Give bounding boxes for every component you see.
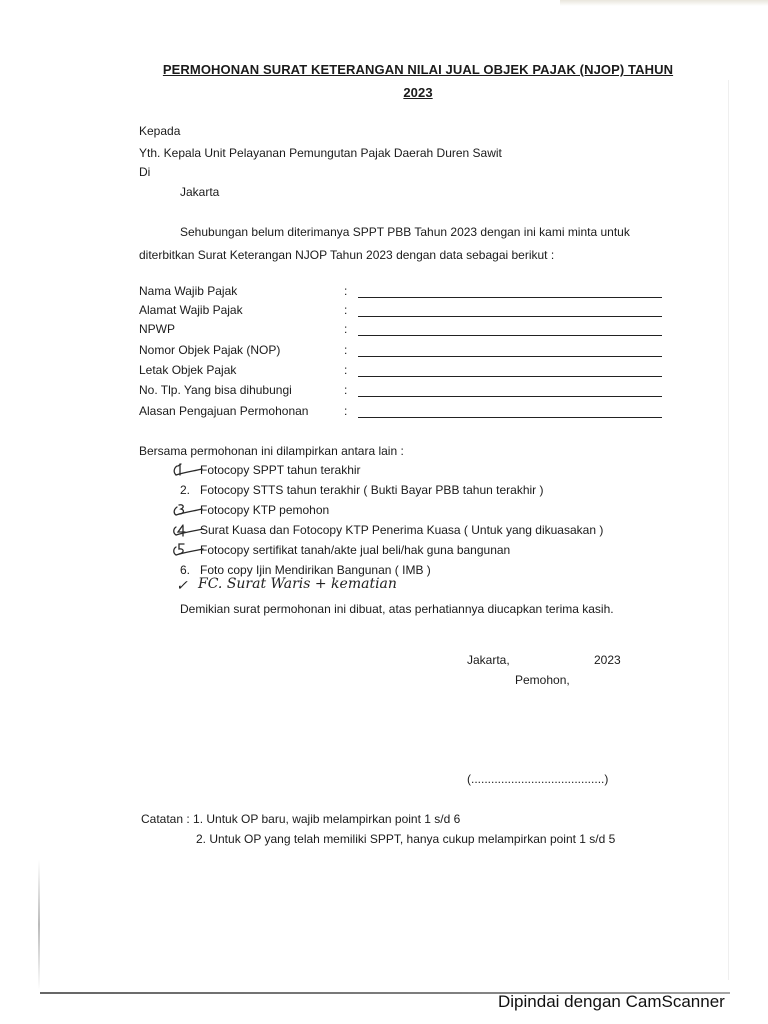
attachment-item-2 [180, 483, 543, 497]
form-colon: : [344, 322, 348, 336]
form-row-npwp [139, 322, 669, 342]
attachments-intro: Bersama permohonan ini dilampirkan antara lain : [139, 444, 404, 458]
form-row-letak [139, 363, 669, 383]
signature-name: (........................................) [467, 772, 609, 786]
intro-line-2: diterbitkan Surat Keterangan NJOP Tahun 2023 dengan data sebagai berikut : [139, 248, 555, 262]
attachment-number: 6. [180, 563, 191, 577]
address-recipient: Yth. Kepala Unit Pelayanan Pemungutan Pajak Daerah Duren Sawit [139, 146, 502, 160]
form-fill-line[interactable] [358, 417, 662, 418]
form-colon: : [344, 363, 348, 377]
camscanner-watermark: Dipindai dengan CamScanner [498, 992, 725, 1011]
address-di: Di [139, 165, 151, 179]
form-label: NPWP [139, 322, 175, 336]
address-kepada: Kepada [139, 124, 181, 138]
title-line-2: 2023 [403, 85, 433, 100]
form-colon: : [344, 343, 348, 357]
scan-shadow [560, 0, 768, 6]
attachment-text: Fotocopy KTP pemohon [200, 503, 330, 517]
form-colon: : [344, 404, 348, 418]
form-row-alasan [139, 404, 669, 424]
intro-line-1: Sehubungan belum diterimanya SPPT PBB Tahun 2023 dengan ini kami minta untuk [180, 225, 630, 239]
attachment-text: Fotocopy sertifikat tanah/akte jual beli/hak guna bangunan [200, 543, 511, 557]
address-city: Jakarta [180, 185, 220, 199]
form-label: Nama Wajib Pajak [139, 284, 238, 298]
form-label: Alasan Pengajuan Permohonan [139, 404, 309, 418]
note-line-1: Catatan : 1. Untuk OP baru, wajib melampirkan point 1 s/d 6 [141, 812, 461, 826]
note-line-2: 2. Untuk OP yang telah memiliki SPPT, hanya cukup melampirkan point 1 s/d 5 [196, 832, 616, 846]
title-line-1: PERMOHONAN SURAT KETERANGAN NILAI JUAL OBJEK PAJAK (NJOP) TAHUN [162, 62, 674, 77]
form-row-nama [139, 284, 669, 304]
scan-edge-left [38, 860, 40, 990]
form-colon: : [344, 383, 348, 397]
attachment-item-6 [180, 563, 431, 577]
attachment-text: Foto copy Ijin Mendirikan Bangunan ( IMB ) [200, 563, 431, 577]
signature-role: Pemohon, [515, 673, 570, 687]
form-colon: : [344, 284, 348, 298]
attachment-text: Surat Kuasa dan Fotocopy KTP Penerima Kuasa ( Untuk yang dikuasakan ) [200, 523, 604, 537]
handwritten-check: ✓ [176, 578, 188, 594]
attachment-number: 2. [180, 483, 191, 497]
attachment-item-5 [180, 543, 510, 557]
form-fill-line[interactable] [358, 376, 662, 377]
attachment-text: Fotocopy STTS tahun terakhir ( Bukti Bayar PBB tahun terakhir ) [200, 483, 544, 497]
form-row-nop [139, 343, 669, 363]
form-row-telepon [139, 383, 669, 403]
signature-year: 2023 [594, 653, 621, 667]
form-label: Letak Objek Pajak [139, 363, 237, 377]
form-fill-line[interactable] [358, 316, 662, 317]
signature-place: Jakarta, [467, 653, 510, 667]
form-label: No. Tlp. Yang bisa dihubungi [139, 383, 292, 397]
attachment-item-4 [180, 523, 603, 537]
form-fill-line[interactable] [358, 297, 662, 298]
attachment-text: Fotocopy SPPT tahun terakhir [200, 463, 361, 477]
form-label: Alamat Wajib Pajak [139, 303, 243, 317]
form-fill-line[interactable] [358, 356, 662, 357]
form-row-alamat [139, 303, 669, 323]
handwritten-note: FC. Surat Waris + kematian [198, 576, 397, 592]
scan-edge-right [728, 80, 729, 980]
closing-sentence: Demikian surat permohonan ini dibuat, atas perhatiannya diucapkan terima kasih. [180, 602, 614, 616]
form-colon: : [344, 303, 348, 317]
handwritten-checkmarks [168, 458, 210, 568]
form-fill-line[interactable] [358, 335, 662, 336]
document-title [148, 58, 688, 104]
form-label: Nomor Objek Pajak (NOP) [139, 343, 281, 357]
form-fill-line[interactable] [358, 396, 662, 397]
